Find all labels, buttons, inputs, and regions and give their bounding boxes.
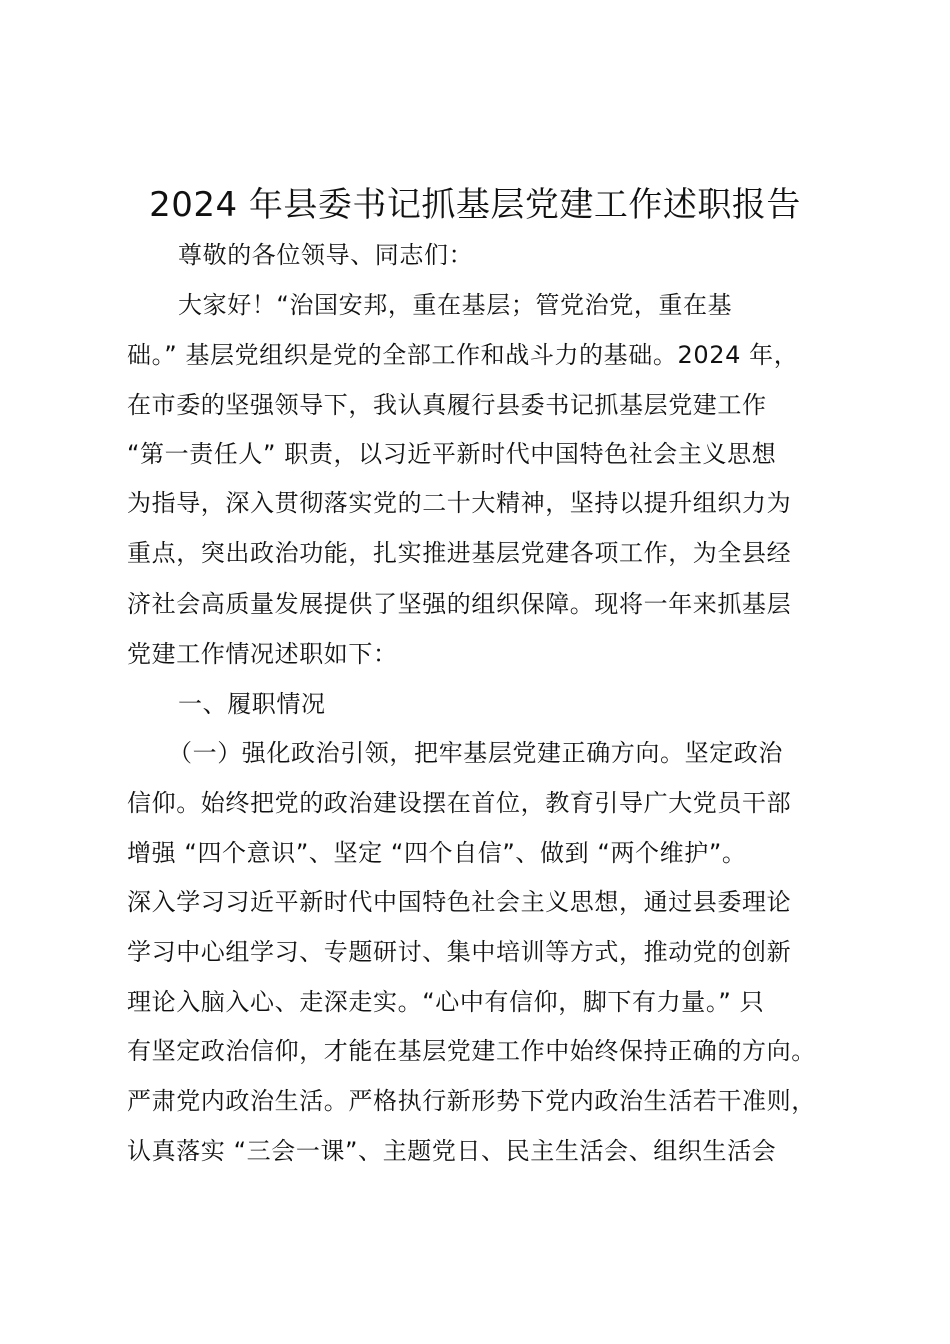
paragraph-line-7: 济社会高质量发展提供了坚强的组织保障。现将一年来抓基层 <box>127 590 792 618</box>
paragraph-line-6: 重点，突出政治功能，扎实推进基层党建各项工作，为全县经 <box>127 539 792 567</box>
paragraph-line-11: 信仰。始终把党的政治建设摆在首位，教育引导广大党员干部 <box>127 789 792 817</box>
paragraph-line-8: 党建工作情况述职如下： <box>127 640 398 668</box>
salutation: 尊敬的各位领导、同志们： <box>178 241 474 269</box>
paragraph-line-15: 理论入脑入心、走深走实。“心中有信仰，脚下有力量。” 只 <box>127 988 765 1016</box>
paragraph-line-1: 大家好！“治国安邦，重在基层；管党治党，重在基 <box>178 291 733 319</box>
paragraph-line-2: 础。” 基层党组织是党的全部工作和战斗力的基础。2024 年， <box>127 341 799 369</box>
paragraph-line-14: 学习中心组学习、专题研讨、集中培训等方式，推动党的创新 <box>127 938 792 966</box>
section-heading: 一、履职情况 <box>178 690 326 718</box>
paragraph-line-16: 有坚定政治信仰，才能在基层党建工作中始终保持正确的方向。 <box>127 1037 816 1065</box>
subsection-line-1: （一）强化政治引领，把牢基层党建正确方向。坚定政治 <box>168 739 783 767</box>
paragraph-line-17: 严肃党内政治生活。严格执行新形势下党内政治生活若干准则， <box>127 1087 816 1115</box>
paragraph-line-12: 增强 “四个意识”、坚定 “四个自信”、做到 “两个维护”。 <box>127 839 747 867</box>
paragraph-line-13: 深入学习习近平新时代中国特色社会主义思想，通过县委理论 <box>127 888 792 916</box>
document-title: 2024 年县委书记抓基层党建工作述职报告 <box>149 185 801 225</box>
paragraph-line-18: 认真落实 “三会一课”、主题党日、民主生活会、组织生活会 <box>127 1137 777 1165</box>
paragraph-line-4: “第一责任人” 职责，以习近平新时代中国特色社会主义思想 <box>127 440 777 468</box>
paragraph-line-5: 为指导，深入贯彻落实党的二十大精神，坚持以提升组织力为 <box>127 489 792 517</box>
paragraph-line-3: 在市委的坚强领导下，我认真履行县委书记抓基层党建工作 <box>127 391 767 419</box>
